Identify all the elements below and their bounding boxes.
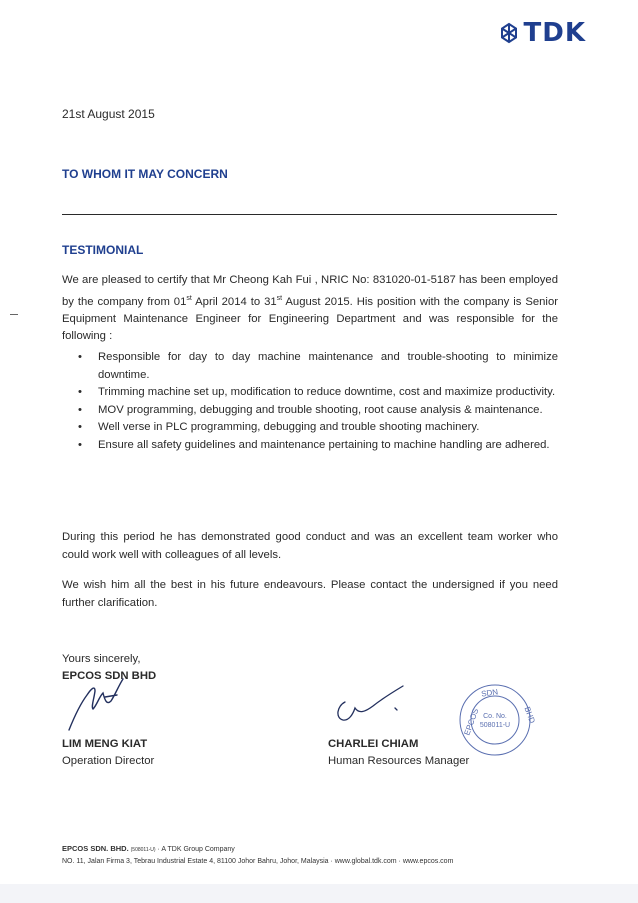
- signer-2-name: CHARLEI CHIAM: [328, 738, 419, 750]
- signature-1-icon: [65, 675, 145, 733]
- list-item-text: Ensure all safety guidelines and maintenance pertaining to machine handling are adhered.: [98, 438, 550, 451]
- list-item: [62, 402, 558, 420]
- bullet-icon: •: [78, 438, 82, 451]
- signer-2-title: Human Resources Manager: [328, 755, 470, 767]
- bullet-icon: •: [78, 386, 82, 398]
- list-item-text: Well verse in PLC programming, debugging and trouble shooting machinery.: [98, 421, 480, 433]
- bullet-icon: •: [78, 421, 82, 433]
- stamp-left-text: EPCOS: [462, 707, 481, 737]
- conduct-paragraph: During this period he has demonstrated good conduct and was an excellent team worker who could work well with colleagues of all levels.: [62, 531, 558, 561]
- intro-text-3: August 2015. His position with the company is Senior Equipment Maintenance Engineer for Engineering Department and was responsible for the following :: [62, 295, 558, 343]
- list-item: [62, 384, 558, 402]
- list-item: [62, 419, 558, 437]
- intro-paragraph: [62, 272, 558, 346]
- signer-2: [328, 736, 469, 770]
- intro-sup-2: st: [276, 294, 283, 302]
- intro-sup-1: st: [186, 294, 192, 302]
- company-logo: [498, 18, 586, 48]
- list-item: [62, 349, 558, 384]
- stamp-line-2: 508011-U: [479, 722, 511, 729]
- section-heading: TESTIMONIAL: [62, 243, 144, 257]
- margin-mark: [10, 314, 18, 315]
- list-item-text: MOV programming, debugging and trouble shooting, root cause analysis & maintenance.: [98, 403, 543, 416]
- stamp-line-1: Co. No.: [483, 713, 507, 720]
- signer-1-name: LIM MENG KIAT: [62, 738, 148, 750]
- company-name: EPCOS SDN BHD: [62, 670, 157, 682]
- footer: [62, 843, 453, 867]
- salutation-heading: TO WHOM IT MAY CONCERN: [62, 167, 228, 181]
- list-item: [62, 437, 558, 455]
- letter-date: 21st August 2015: [62, 107, 155, 121]
- page-bottom-band: [0, 884, 638, 903]
- signature-2-icon: [323, 678, 423, 728]
- list-item-text: Responsible for day to day machine maintenance and trouble-shooting to minimize downtime.: [98, 351, 558, 381]
- logo-text: TDK: [523, 18, 586, 48]
- intro-text-1: We are pleased to certify that Mr Cheong Kah Fui , NRIC No: 831020-01-5187 has been employed by the company from 01: [62, 274, 558, 308]
- footer-company: EPCOS SDN. BHD.: [62, 844, 129, 853]
- list-item-text: Trimming machine set up, modification to reduce downtime, cost and maximize productivity.: [98, 386, 556, 398]
- tdk-logo-icon: [498, 22, 520, 44]
- intro-text-2: April 2014 to 31: [191, 295, 277, 308]
- company-stamp-icon: [458, 683, 537, 757]
- signer-1: [62, 736, 154, 770]
- bullet-icon: •: [78, 351, 82, 363]
- footer-reg: (508011-U): [130, 847, 156, 853]
- signer-1-title: Operation Director: [62, 755, 155, 767]
- footer-address: NO. 11, Jalan Firma 3, Tebrau Industrial Estate 4, 81100 Johor Bahru, Johor, Malaysia · www.global.tdk.com · www.epcos.com: [62, 858, 454, 865]
- closing-text: Yours sincerely,: [62, 653, 141, 665]
- bullet-icon: •: [78, 403, 82, 416]
- stamp-right-text: BHD: [522, 705, 537, 725]
- responsibilities-list: [62, 349, 558, 454]
- wishes-paragraph: We wish him all the best in his future endeavours. Please contact the undersigned if you need further clarification.: [62, 579, 558, 609]
- divider: [62, 214, 557, 215]
- stamp-top-text: SDN: [480, 687, 499, 699]
- footer-company-line: [62, 843, 453, 856]
- footer-group: · A TDK Group Company: [155, 846, 235, 853]
